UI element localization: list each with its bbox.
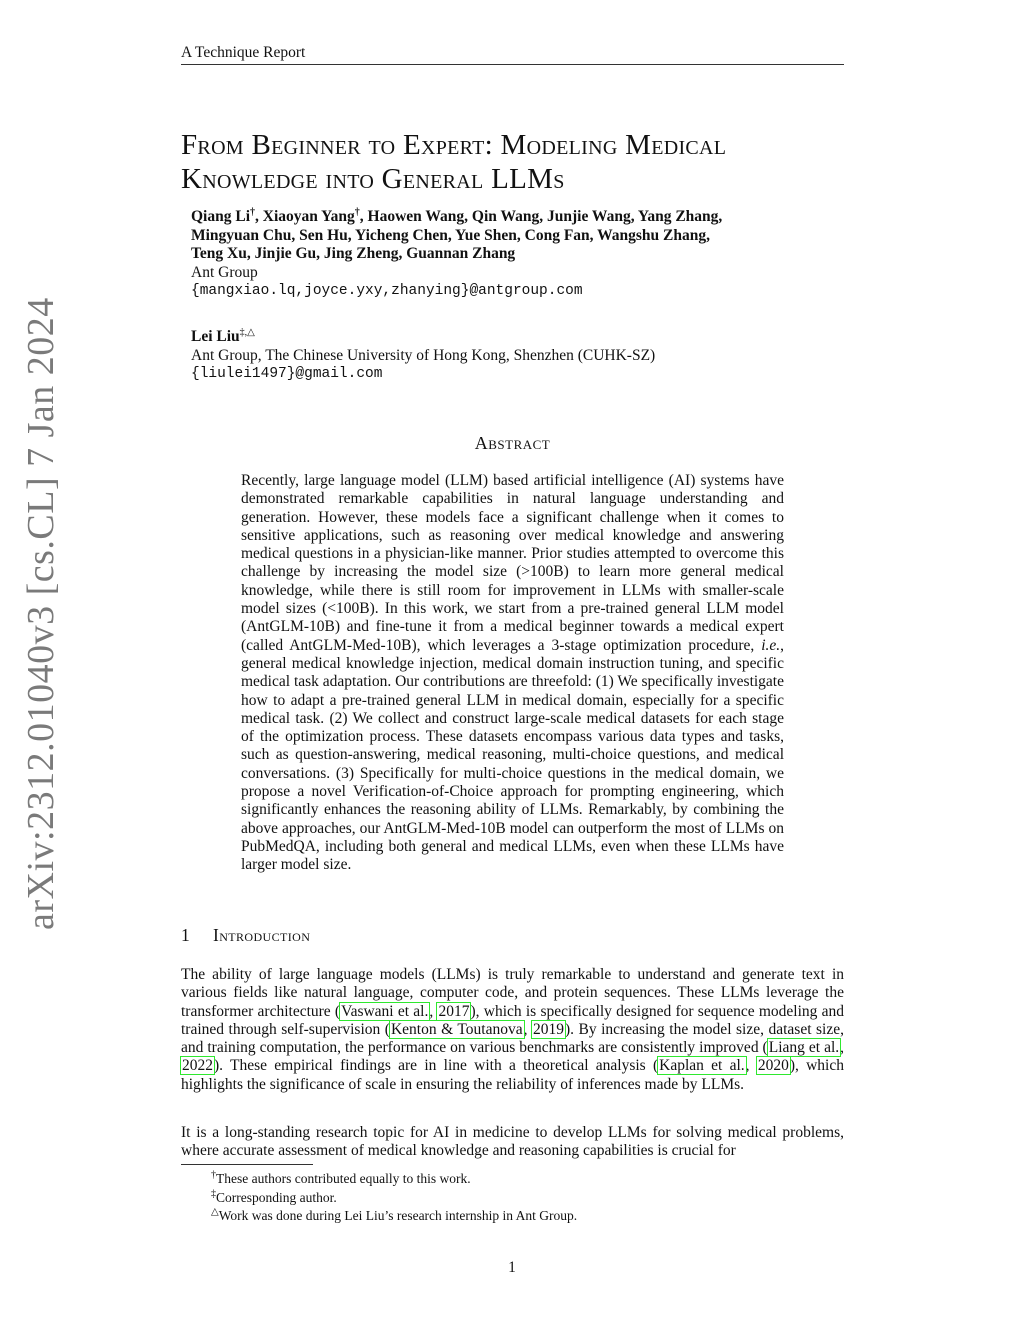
footnote-mark: ‡ — [211, 1188, 216, 1200]
intro-paragraph-1 — [181, 966, 844, 1094]
footnote-rule — [181, 1164, 313, 1165]
citation-year-link[interactable]: 2019 — [532, 1020, 564, 1038]
intro-text: ), which is specifically designed for sequence modeling and trained through self-supervision ( — [181, 1002, 845, 1038]
citation-year-link[interactable]: 2017 — [438, 1002, 470, 1020]
footnotes — [211, 1170, 851, 1226]
abstract-ie: i.e. — [761, 636, 781, 654]
citation-link[interactable]: Kaplan et al. — [659, 1057, 745, 1075]
section-number: 1 — [181, 925, 191, 945]
author-names-line-2: Mingyuan Chu, Sen Hu, Yicheng Chen, Yue Shen, Cong Fan, Wangshu Zhang, — [191, 226, 710, 244]
footnote-equal-contribution — [211, 1170, 851, 1189]
footnote-mark: △ — [211, 1206, 219, 1218]
corresponding-author-affiliation: Ant Group, The Chinese University of Hong Kong, Shenzhen (CUHK-SZ) — [191, 346, 656, 364]
equal-contribution-mark: † — [354, 206, 360, 218]
author-names-rest: , Haowen Wang, Qin Wang, Junjie Wang, Yang Zhang, — [359, 208, 723, 225]
paper-title — [181, 128, 861, 196]
author-lei-liu: Lei Liu — [191, 328, 240, 345]
equal-contribution-mark: † — [250, 206, 256, 218]
corresponding-author-block — [191, 328, 851, 384]
footnote-text: Work was done during Lei Liu’s research internship in Ant Group. — [218, 1208, 578, 1224]
footnote-mark: † — [211, 1169, 216, 1181]
title-line-2: Knowledge into General LLMs — [181, 163, 565, 195]
author-xiaoyan-yang: , Xiaoyan Yang — [255, 208, 355, 225]
citation-separator: , — [429, 1002, 438, 1020]
footnote-text: These authors contributed equally to this work. — [216, 1171, 471, 1186]
citation-separator: , — [745, 1057, 757, 1075]
citation-link[interactable]: Vaswani et al. — [341, 1002, 429, 1020]
author-lei-liu-marks: ‡,△ — [239, 326, 255, 338]
page-number: 1 — [508, 1259, 516, 1276]
title-line-1: From Beginner to Expert: Modeling Medical — [181, 129, 727, 161]
author-qiang-li: Qiang Li — [191, 208, 251, 225]
corresponding-author-email[interactable]: {liulei1497}@gmail.com — [191, 366, 383, 383]
abstract-text-part-1: Recently, large language model (LLM) based artificial intelligence (AI) systems have demonstrated remarkable capabilities in natural language understanding and generation. However, these models face a significant challenge when it comes to sensitive applications, such as reasoning over medical knowledge and answering medical questions in a physician-like manner. Prior studies attempted to overcome this challenge by increasing the model size (>100B) to learn more general medical knowledge, while there is still room for improvement in LLMs with smaller-scale model sizes (<100B). In this work, we start from a pre-trained general LLM model (AntGLM-10B) and fine-tune it from a medical beginner towards a medical expert (called AntGLM-Med-10B), which leverages a 3-stage optimization procedure, — [241, 472, 784, 654]
intro-paragraph-2: It is a long-standing research topic for AI in medicine to develop LLMs for solving medical problems, where accurate assessment of medical knowledge and reasoning capabilities is crucial for — [181, 1124, 844, 1160]
abstract-text-part-2: , general medical knowledge injection, medical domain instruction tuning, and specific medical task adaptation. Our contributions are threefold: (1) We specifically investigate how to adapt a pre-trained general LLM in medical domain, especially for a specific medical task. (2) We collect and construct large-scale medical datasets for each stage of the optimization process. These datasets encompass various data types and tasks, such as question-answering, medical reasoning, multi-choice questions, and medical conversations. (3) Specifically for multi-choice questions in the medical domain, we propose a novel Verification-of-Choice approach for prompting engineering, which significantly enhances the reasoning ability of LLMs. Remarkably, by combining the above approaches, our AntGLM-Med-10B model can outperform the most of LLMs on PubMedQA, including both general and medical LLMs, even when these LLMs have larger model size. — [241, 636, 784, 874]
citation-separator: , — [523, 1020, 532, 1038]
header-rule — [181, 64, 844, 65]
abstract-body — [241, 472, 784, 875]
running-head: A Technique Report — [181, 44, 306, 61]
author-names-line-3: Teng Xu, Jinjie Gu, Jing Zheng, Guannan Zhang — [191, 245, 516, 263]
author-email[interactable]: {mangxiao.lq,joyce.yxy,zhanying}@antgroup.com — [191, 283, 583, 300]
section-title: Introduction — [213, 925, 311, 945]
citation-year-link[interactable]: 2022 — [182, 1057, 213, 1075]
intro-text: ), which highlights the significance of scale in ensuring the reliability of inferences made by LLMs. — [181, 1057, 844, 1093]
author-affiliation: Ant Group — [191, 263, 258, 281]
abstract-heading: Abstract — [474, 433, 551, 453]
footnote-corresponding-author — [211, 1189, 851, 1208]
intro-text: ). By increasing the model size, dataset size, and training computation, the performance on various benchmarks are consistently improved ( — [181, 1020, 844, 1057]
section-heading-introduction — [181, 925, 310, 946]
arxiv-identifier-stamp: arXiv:2312.01040v3 [cs.CL] 7 Jan 2024 — [20, 297, 62, 930]
intro-text: ). These empirical findings are in line with a theoretical analysis ( — [214, 1057, 659, 1075]
citation-link[interactable]: Kenton & Toutanova — [390, 1020, 523, 1038]
footnote-text: Corresponding author. — [216, 1189, 337, 1205]
intro-text: The ability of large language models (LLMs) is truly remarkable to understand and generate text in various fields like natural language, computer code, and protein sequences. These LLMs leverage the transformer architecture ( — [181, 966, 844, 1020]
author-names-line-1 — [191, 208, 851, 227]
citation-separator: , — [840, 1039, 845, 1057]
author-block — [191, 208, 851, 301]
citation-link[interactable]: Liang et al. — [768, 1039, 840, 1057]
footnote-internship — [211, 1207, 851, 1226]
citation-year-link[interactable]: 2020 — [757, 1057, 789, 1075]
